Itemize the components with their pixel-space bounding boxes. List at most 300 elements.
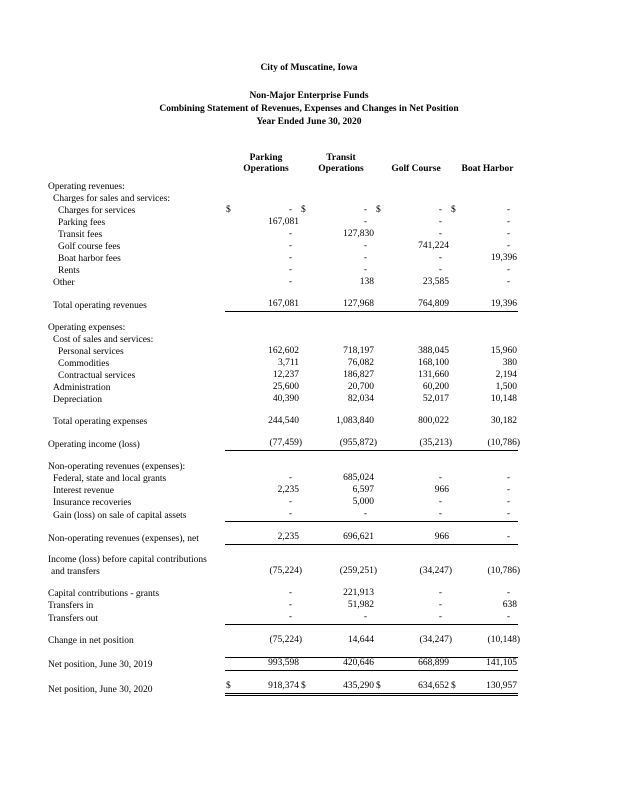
value-text: - <box>506 277 510 287</box>
value-text: 685,024 <box>343 473 374 483</box>
statement-heading <box>0 90 618 129</box>
value-box <box>300 657 375 671</box>
value-text: 420,646 <box>343 658 374 668</box>
value-cell <box>375 600 450 612</box>
value-text: 30,182 <box>490 416 517 426</box>
value-cell <box>375 229 450 241</box>
value-text: 1,083,840 <box>336 416 374 426</box>
value-cell <box>225 509 300 522</box>
row-label-text: Capital contributions - grants <box>48 588 160 599</box>
spacer-cell <box>48 451 518 461</box>
row-label-text: Cost of sales and services: <box>53 334 154 345</box>
value-cell <box>225 253 300 265</box>
value-box <box>225 532 300 545</box>
value-box <box>225 253 300 265</box>
value-cell <box>375 181 450 193</box>
row-label-text: Federal, state and local grants <box>53 473 167 484</box>
value-box <box>375 588 450 600</box>
value-box <box>225 566 300 578</box>
value-box <box>300 588 375 600</box>
row-label-text: Net position, June 30, 2019 <box>48 659 153 670</box>
value-box <box>300 205 375 217</box>
value-cell <box>375 346 450 358</box>
value-text: - <box>288 497 292 507</box>
row-label-text: Depreciation <box>53 394 103 405</box>
value-text: 19,396 <box>490 299 517 309</box>
value-box <box>375 416 450 428</box>
row-label <box>48 612 225 625</box>
table-row <box>48 370 518 382</box>
value-box <box>450 346 518 358</box>
value-box <box>450 277 518 289</box>
value-cell <box>225 358 300 370</box>
value-cell <box>375 217 450 229</box>
value-box <box>225 370 300 382</box>
dollar-sign: $ <box>301 681 306 691</box>
value-cell <box>300 265 375 277</box>
value-box <box>375 485 450 497</box>
value-cell <box>450 334 518 346</box>
value-box <box>300 438 375 451</box>
value-cell <box>450 241 518 253</box>
value-cell <box>300 438 375 451</box>
value-cell <box>375 416 450 428</box>
value-text: - <box>506 509 510 519</box>
value-box <box>225 612 300 625</box>
value-cell <box>300 382 375 394</box>
value-text: 20,700 <box>347 382 374 392</box>
value-box <box>375 394 450 406</box>
value-cell <box>375 193 450 205</box>
value-text: 221,913 <box>343 588 374 598</box>
spacer-row <box>48 671 518 681</box>
table-row <box>48 497 518 509</box>
value-box <box>300 612 375 625</box>
row-label-text: Non-operating revenues (expenses): <box>48 461 186 472</box>
value-cell <box>375 370 450 382</box>
value-box <box>450 265 518 277</box>
statement-subtitle-period: Year Ended June 30, 2020 <box>256 117 362 127</box>
value-cell <box>450 394 518 406</box>
row-label-text: Transfers in <box>48 600 94 611</box>
value-cell <box>225 588 300 600</box>
spacer-cell <box>48 578 518 588</box>
value-text: (259,251) <box>339 566 377 576</box>
value-cell <box>375 241 450 253</box>
row-label <box>48 370 225 382</box>
value-box <box>375 265 450 277</box>
spacer-row <box>48 522 518 532</box>
spacer-cell <box>48 428 518 438</box>
value-box <box>450 635 518 647</box>
value-text: 141,105 <box>486 658 517 668</box>
value-box <box>300 681 375 696</box>
value-box <box>450 438 518 451</box>
table-row <box>48 358 518 370</box>
spacer-row <box>48 625 518 635</box>
value-cell <box>450 461 518 473</box>
value-text: 127,830 <box>343 229 374 239</box>
value-cell <box>450 635 518 647</box>
spacer-row <box>48 289 518 299</box>
value-box <box>225 217 300 229</box>
value-text: 966 <box>434 485 449 495</box>
value-text: - <box>288 253 292 263</box>
value-cell <box>300 532 375 545</box>
value-box <box>375 497 450 509</box>
value-box <box>450 497 518 509</box>
value-text: 76,082 <box>347 358 374 368</box>
value-cell <box>300 555 375 578</box>
row-label-text: Administration <box>53 382 111 393</box>
value-text: - <box>363 217 367 227</box>
value-text: - <box>506 265 510 275</box>
column-header-line1: Parking <box>249 153 283 163</box>
row-label-text: Charges for sales and services: <box>53 193 170 204</box>
value-cell <box>450 588 518 600</box>
value-cell <box>375 382 450 394</box>
table-row <box>48 334 518 346</box>
table-row <box>48 193 518 205</box>
value-text: 131,660 <box>418 370 449 380</box>
value-box <box>225 681 300 696</box>
table-row <box>48 346 518 358</box>
row-label-text: Operating expenses: <box>48 322 126 333</box>
value-box <box>375 205 450 217</box>
value-cell <box>300 657 375 671</box>
row-label-text: Rents <box>58 265 80 276</box>
value-cell <box>375 532 450 545</box>
value-box <box>225 241 300 253</box>
value-cell <box>225 181 300 193</box>
value-box <box>375 600 450 612</box>
value-cell <box>300 416 375 428</box>
value-cell <box>375 555 450 578</box>
value-box <box>375 358 450 370</box>
value-box <box>300 382 375 394</box>
row-label <box>48 509 225 522</box>
row-label <box>48 299 225 312</box>
value-text: 82,034 <box>347 394 374 404</box>
row-label-text: Personal services <box>58 346 124 357</box>
value-text: - <box>288 509 292 519</box>
row-label <box>48 253 225 265</box>
value-cell <box>225 265 300 277</box>
value-box <box>375 438 450 451</box>
value-cell <box>450 265 518 277</box>
value-text: - <box>288 473 292 483</box>
row-label <box>48 438 225 451</box>
value-box <box>225 277 300 289</box>
value-text: (10,786) <box>487 438 520 448</box>
row-label <box>48 473 225 485</box>
value-cell <box>450 612 518 625</box>
spacer-row <box>48 545 518 555</box>
value-cell <box>225 322 300 334</box>
value-cell <box>450 416 518 428</box>
value-cell <box>225 382 300 394</box>
value-text: - <box>288 612 292 622</box>
column-header-boat-harbor <box>450 153 518 181</box>
dollar-sign: $ <box>301 205 306 215</box>
value-box <box>300 485 375 497</box>
value-text: - <box>506 485 510 495</box>
statement-subtitle-fund: Non-Major Enterprise Funds <box>249 91 369 101</box>
value-cell <box>375 635 450 647</box>
value-text: 244,540 <box>268 416 299 426</box>
row-label-text: Change in net position <box>48 635 134 646</box>
value-box <box>300 217 375 229</box>
value-text: 2,235 <box>277 532 299 542</box>
value-cell <box>450 253 518 265</box>
value-box <box>450 382 518 394</box>
value-text: 5,000 <box>352 497 374 507</box>
value-box <box>225 509 300 522</box>
row-label <box>48 532 225 545</box>
value-box <box>375 612 450 625</box>
value-text: - <box>363 509 367 519</box>
value-cell <box>375 253 450 265</box>
row-label-text: Non-operating revenues (expenses), net <box>48 533 199 544</box>
value-box <box>375 681 450 696</box>
spacer-cell <box>48 289 518 299</box>
value-text: 14,644 <box>347 635 374 645</box>
value-text: 168,100 <box>418 358 449 368</box>
value-text: - <box>363 612 367 622</box>
value-text: 696,621 <box>343 532 374 542</box>
value-box <box>450 532 518 545</box>
column-header-line2: Boat Harbor <box>461 164 514 174</box>
value-text: - <box>363 253 367 263</box>
table-row <box>48 555 518 578</box>
value-text: - <box>506 241 510 251</box>
value-text: (75,224) <box>269 566 302 576</box>
value-text: (75,224) <box>269 635 302 645</box>
value-cell <box>450 532 518 545</box>
value-cell <box>450 473 518 485</box>
value-box <box>450 370 518 382</box>
row-label-text: Boat harbor fees <box>58 253 121 264</box>
value-box <box>375 566 450 578</box>
table-row <box>48 265 518 277</box>
value-box <box>300 532 375 545</box>
value-text: (10,786) <box>487 566 520 576</box>
value-cell <box>450 277 518 289</box>
value-box <box>300 394 375 406</box>
value-text: 800,022 <box>418 416 449 426</box>
row-label-text: Transit fees <box>58 229 103 240</box>
row-label-text: Contractual services <box>58 370 136 381</box>
value-box <box>300 370 375 382</box>
value-box <box>225 438 300 451</box>
dollar-sign: $ <box>376 205 381 215</box>
value-text: (77,459) <box>269 438 302 448</box>
value-cell <box>375 509 450 522</box>
value-cell <box>225 635 300 647</box>
value-cell <box>300 334 375 346</box>
value-text: 19,396 <box>490 253 517 263</box>
value-box <box>375 241 450 253</box>
value-text: - <box>506 532 510 542</box>
value-cell <box>300 600 375 612</box>
value-text: 162,602 <box>268 346 299 356</box>
row-label <box>48 358 225 370</box>
table-row <box>48 635 518 647</box>
row-label-text: Gain (loss) on sale of capital assets <box>53 510 187 521</box>
page-title: City of Muscatine, Iowa <box>260 63 358 73</box>
value-text: 638 <box>502 600 517 610</box>
value-text: (10,148) <box>487 635 520 645</box>
value-text: - <box>506 612 510 622</box>
value-text: 60,200 <box>422 382 449 392</box>
row-label <box>48 346 225 358</box>
column-header-line2: Operations <box>243 164 289 174</box>
value-text: 634,652 <box>418 681 449 691</box>
value-box <box>375 346 450 358</box>
value-cell <box>225 555 300 578</box>
value-text: 918,374 <box>268 681 299 691</box>
table-row <box>48 217 518 229</box>
value-cell <box>375 358 450 370</box>
value-box <box>225 382 300 394</box>
row-label <box>48 229 225 241</box>
value-text: - <box>506 473 510 483</box>
value-text: 388,045 <box>418 346 449 356</box>
value-box <box>450 509 518 522</box>
value-cell <box>450 346 518 358</box>
value-cell <box>300 193 375 205</box>
value-cell <box>300 205 375 217</box>
value-cell <box>375 205 450 217</box>
value-cell <box>375 473 450 485</box>
value-cell <box>375 657 450 671</box>
value-cell <box>375 299 450 312</box>
table-row <box>48 229 518 241</box>
column-header-golf-course <box>375 153 450 181</box>
value-box <box>300 253 375 265</box>
value-cell <box>300 299 375 312</box>
row-label-text: Insurance recoveries <box>53 497 132 508</box>
spacer-row <box>48 406 518 416</box>
value-box <box>375 217 450 229</box>
value-box <box>300 346 375 358</box>
value-text: - <box>288 277 292 287</box>
value-cell <box>450 299 518 312</box>
spacer-row <box>48 647 518 657</box>
table-row <box>48 205 518 217</box>
spacer-row <box>48 578 518 588</box>
value-box <box>225 635 300 647</box>
value-cell <box>450 438 518 451</box>
value-cell <box>375 461 450 473</box>
value-text: - <box>506 217 510 227</box>
value-cell <box>225 600 300 612</box>
value-cell <box>375 265 450 277</box>
value-cell <box>375 485 450 497</box>
value-cell <box>375 438 450 451</box>
value-cell <box>375 588 450 600</box>
row-label <box>48 322 225 334</box>
value-box <box>450 253 518 265</box>
row-label <box>48 193 225 205</box>
row-label <box>48 217 225 229</box>
value-box <box>375 509 450 522</box>
value-cell <box>450 217 518 229</box>
value-box <box>225 416 300 428</box>
value-box <box>450 229 518 241</box>
value-box <box>375 532 450 545</box>
value-box <box>375 382 450 394</box>
table-row <box>48 681 518 696</box>
value-box <box>450 612 518 625</box>
value-cell <box>300 461 375 473</box>
value-cell <box>225 334 300 346</box>
dollar-sign: $ <box>451 681 456 691</box>
value-box <box>450 299 518 312</box>
value-text: 966 <box>434 532 449 542</box>
row-label <box>48 555 225 578</box>
row-label-header <box>48 153 225 181</box>
value-text: - <box>438 509 442 519</box>
value-text: 25,600 <box>272 382 299 392</box>
value-text: - <box>438 229 442 239</box>
value-cell <box>225 473 300 485</box>
value-cell <box>450 681 518 696</box>
column-header-line2: Golf Course <box>391 164 441 174</box>
value-text: 51,982 <box>347 600 374 610</box>
value-text: 2,194 <box>495 370 517 380</box>
value-text: 764,809 <box>418 299 449 309</box>
value-text: - <box>438 473 442 483</box>
value-cell <box>450 205 518 217</box>
value-cell <box>450 382 518 394</box>
value-cell <box>300 322 375 334</box>
value-text: 993,598 <box>268 658 299 668</box>
value-text: 167,081 <box>268 299 299 309</box>
row-label-text: Other <box>53 277 75 288</box>
value-text: 186,827 <box>343 370 374 380</box>
value-text: - <box>438 497 442 507</box>
value-box <box>225 265 300 277</box>
value-cell <box>225 299 300 312</box>
value-text: (34,247) <box>419 566 452 576</box>
value-box <box>450 241 518 253</box>
value-box <box>225 229 300 241</box>
column-header-line1 <box>382 153 450 164</box>
table-row <box>48 299 518 312</box>
value-cell <box>300 681 375 696</box>
table-row <box>48 509 518 522</box>
value-box <box>375 635 450 647</box>
value-text: 167,081 <box>268 217 299 227</box>
table-row <box>48 416 518 428</box>
value-cell <box>225 612 300 625</box>
value-cell <box>450 370 518 382</box>
value-text: - <box>438 612 442 622</box>
row-label-text: Golf course fees <box>58 241 121 252</box>
value-cell <box>225 217 300 229</box>
value-cell <box>300 181 375 193</box>
value-cell <box>375 394 450 406</box>
value-text: 380 <box>502 358 517 368</box>
value-text: - <box>506 205 510 215</box>
value-cell <box>375 612 450 625</box>
value-box <box>225 346 300 358</box>
value-text: - <box>288 229 292 239</box>
value-cell <box>225 497 300 509</box>
value-box <box>375 229 450 241</box>
value-cell <box>225 346 300 358</box>
